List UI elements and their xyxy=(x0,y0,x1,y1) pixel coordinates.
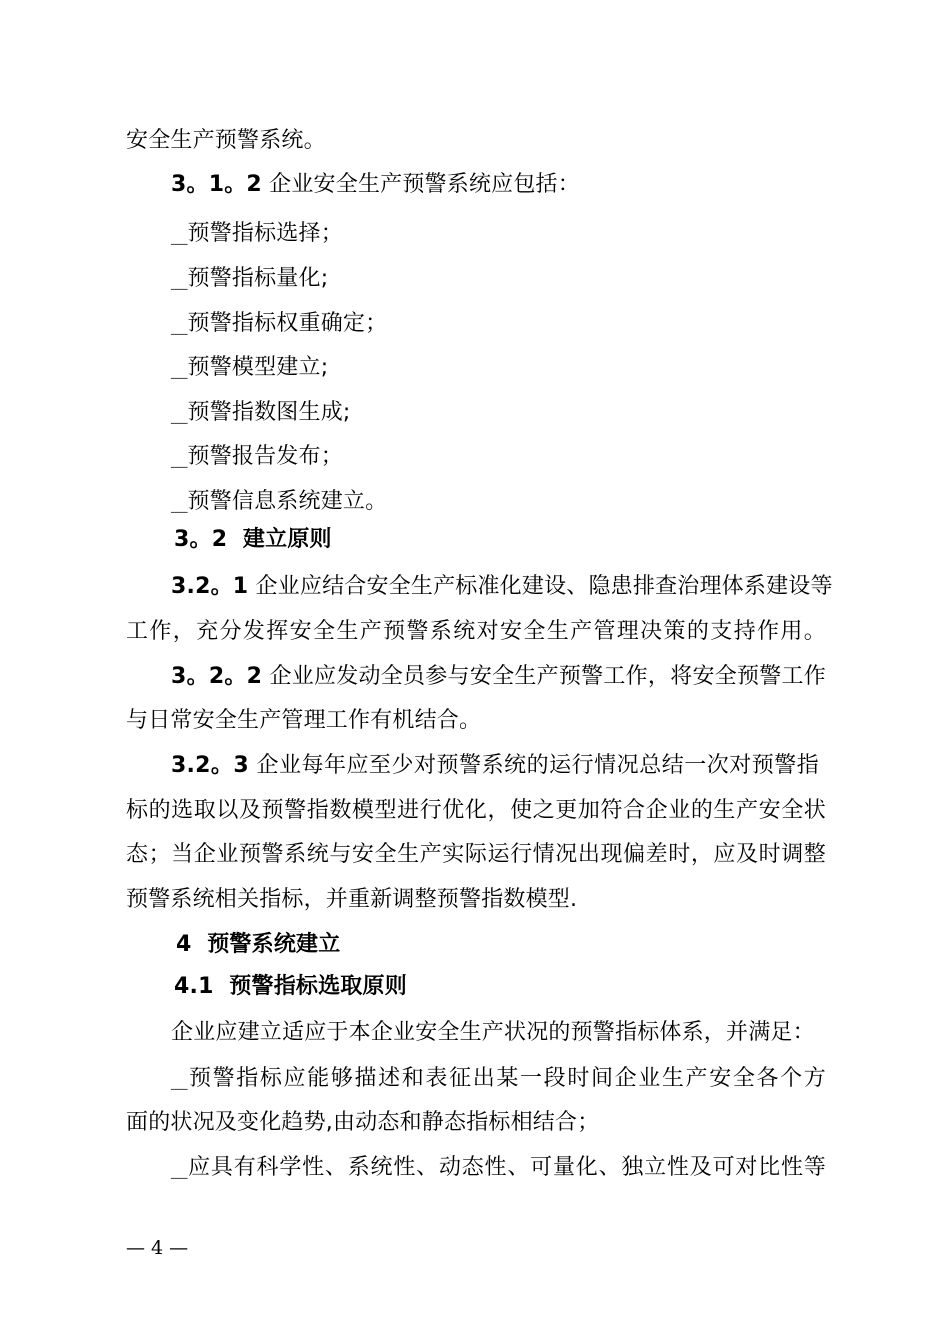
dash-marker: ___ xyxy=(171,500,188,513)
list-item: ___应具有科学性、系统性、动态性、可量化、独立性及可对比性等 xyxy=(171,1155,826,1180)
section-heading-3-2: 3。2 建立原则 xyxy=(174,527,332,552)
paragraph-line: 安全生产预警系统。 xyxy=(126,128,326,153)
clause-3-2-2: 3。2。2 企业应发动全员参与安全生产预警工作，将安全预警工作 xyxy=(171,664,826,689)
paragraph-line: 企业应建立适应于本企业安全生产状况的预警指标体系，并满足： xyxy=(171,1020,815,1045)
page-number: — 4 — xyxy=(126,1237,189,1259)
dash-marker: ___ xyxy=(171,1166,188,1179)
paragraph-line: 工作，充分发挥安全生产预警系统对安全生产管理决策的支持作用。 xyxy=(126,619,826,644)
list-item: ___预警指标量化; xyxy=(171,266,329,291)
clause-number: 3.2。1 xyxy=(171,574,249,599)
paragraph-line: 态；当企业预警系统与安全生产实际运行情况出现偏差时，应及时调整 xyxy=(126,842,826,867)
list-item: ___预警指标权重确定； xyxy=(171,311,388,336)
dash-marker: ___ xyxy=(171,1077,188,1090)
list-item: ___预警信息系统建立。 xyxy=(171,489,388,514)
clause-number: 3。1。2 xyxy=(171,172,262,197)
dash-marker: ___ xyxy=(171,322,188,335)
dash-marker: ___ xyxy=(171,366,188,379)
paragraph-line: 标的选取以及预警指数模型进行优化，使之更加符合企业的生产安全状 xyxy=(126,798,826,823)
clause-3-2-1: 3.2。1 企业应结合安全生产标准化建设、隐患排查治理体系建设等 xyxy=(171,574,833,599)
dash-marker: ___ xyxy=(171,232,188,245)
section-heading-4-1: 4.1 预警指标选取原则 xyxy=(174,974,407,999)
dash-marker: ___ xyxy=(171,411,188,424)
paragraph-line: 面的状况及变化趋势,由动态和静态指标相结合； xyxy=(126,1110,600,1135)
paragraph-line: 预警系统相关指标，并重新调整预警指数模型. xyxy=(126,887,578,912)
list-item: ___预警模型建立; xyxy=(171,355,329,380)
list-item: ___预警指标选择； xyxy=(171,221,343,246)
paragraph-line: 与日常安全生产管理工作有机结合。 xyxy=(126,708,482,733)
clause-3-2-3: 3.2。3 企业每年应至少对预警系统的运行情况总结一次对预警指 xyxy=(171,753,819,778)
clause-3-1-2: 3。1。2 企业安全生产预警系统应包括： xyxy=(171,172,580,197)
section-heading-4: 4 预警系统建立 xyxy=(176,932,341,957)
list-item: ___预警指数图生成; xyxy=(171,400,351,425)
clause-number: 3。2。2 xyxy=(171,664,263,689)
list-item: ___预警报告发布； xyxy=(171,444,343,469)
dash-marker: ___ xyxy=(171,455,188,468)
dash-marker: ___ xyxy=(171,277,188,290)
list-item: ___预警指标应能够描述和表征出某一段时间企业生产安全各个方 xyxy=(171,1066,826,1091)
clause-number: 3.2。3 xyxy=(171,753,249,778)
